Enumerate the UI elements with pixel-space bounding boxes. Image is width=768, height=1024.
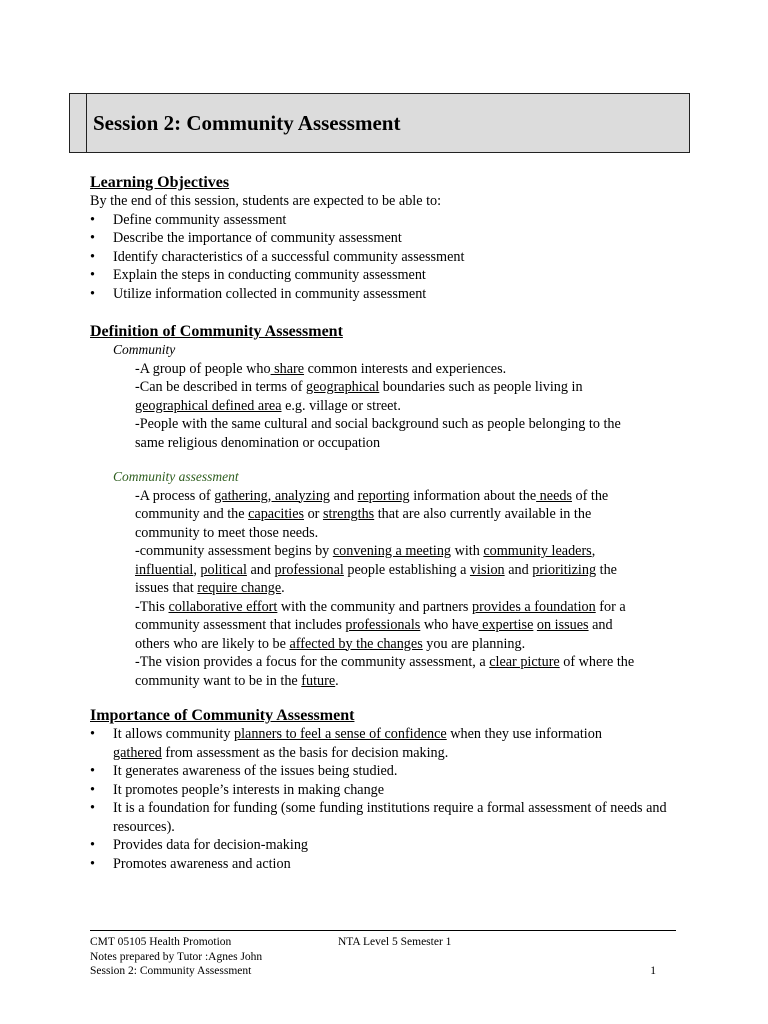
text-line: -Can be described in terms of geographical boundaries such as people living in <box>135 379 583 395</box>
page-number: 1 <box>650 965 656 977</box>
text-line: influential, political and professional people establishing a vision and prioritizing the <box>135 561 617 578</box>
list-item: • It allows community planners to feel a sense of confidence when they use information gathered from assessment as the basis for decision making. <box>90 725 680 762</box>
objectives-list <box>90 211 680 304</box>
list-item: • Promotes awareness and action <box>90 855 680 874</box>
list-item: • It is a foundation for funding (some funding institutions require a formal assessment of needs and resources). <box>90 799 680 836</box>
text-line: -The vision provides a focus for the community assessment, a clear picture of where the <box>135 654 635 670</box>
objectives-intro: By the end of this session, students are expected to be able to: <box>90 193 442 209</box>
footer-session: Session 2: Community Assessment <box>90 965 252 977</box>
community-definition <box>135 360 680 453</box>
importance-list <box>90 725 680 873</box>
list-item: • Explain the steps in conducting community assessment <box>90 266 680 285</box>
list-item: • Utilize information collected in community assessment <box>90 285 680 304</box>
text-line: geographical defined area e.g. village or street. <box>135 397 401 414</box>
assessment-definition <box>135 487 680 691</box>
text-line: -This collaborative effort with the community and partners provides a foundation for a <box>135 598 626 615</box>
footer-level: NTA Level 5 Semester 1 <box>338 936 452 948</box>
text-line: -People with the same cultural and social background such as people belonging to the <box>135 416 621 432</box>
list-item: • It generates awareness of the issues being studied. <box>90 762 680 781</box>
list-item: • Identify characteristics of a successful community assessment <box>90 248 680 267</box>
session-header-box <box>69 93 690 153</box>
objectives-heading: Learning Objectives <box>90 174 230 191</box>
term-community: Community <box>113 342 176 357</box>
text-line: community want to be in the future. <box>135 672 339 689</box>
list-item: • Define community assessment <box>90 211 680 230</box>
text-line: community to meet those needs. <box>135 524 319 541</box>
footer-tutor: Notes prepared by Tutor :Agnes John <box>90 950 263 963</box>
importance-heading: Importance of Community Assessment <box>90 707 355 724</box>
text-line: issues that require change. <box>135 580 285 596</box>
header-divider <box>86 94 87 152</box>
text-line: same religious denomination or occupation <box>135 434 381 451</box>
list-item: • Describe the importance of community assessment <box>90 229 680 248</box>
footer-course: CMT 05105 Health Promotion <box>90 936 232 948</box>
text-line: community and the capacities or strengths that are also currently available in the <box>135 506 592 522</box>
main-content <box>90 173 680 873</box>
list-item: • It promotes people’s interests in making change <box>90 781 680 800</box>
definition-heading: Definition of Community Assessment <box>90 323 343 340</box>
list-item: • Provides data for decision-making <box>90 836 680 855</box>
text-line: others who are likely to be affected by the changes you are planning. <box>135 635 526 652</box>
text-line: -A group of people who share common interests and experiences. <box>135 360 507 377</box>
page-footer <box>90 930 676 979</box>
text-line: -community assessment begins by convening a meeting with community leaders, <box>135 543 596 559</box>
text-line: community assessment that includes professionals who have expertise on issues and <box>135 617 613 633</box>
page-title: Session 2: Community Assessment <box>93 111 401 135</box>
text-line: -A process of gathering, analyzing and reporting information about the needs of the <box>135 487 609 504</box>
term-community-assessment: Community assessment <box>113 469 239 484</box>
